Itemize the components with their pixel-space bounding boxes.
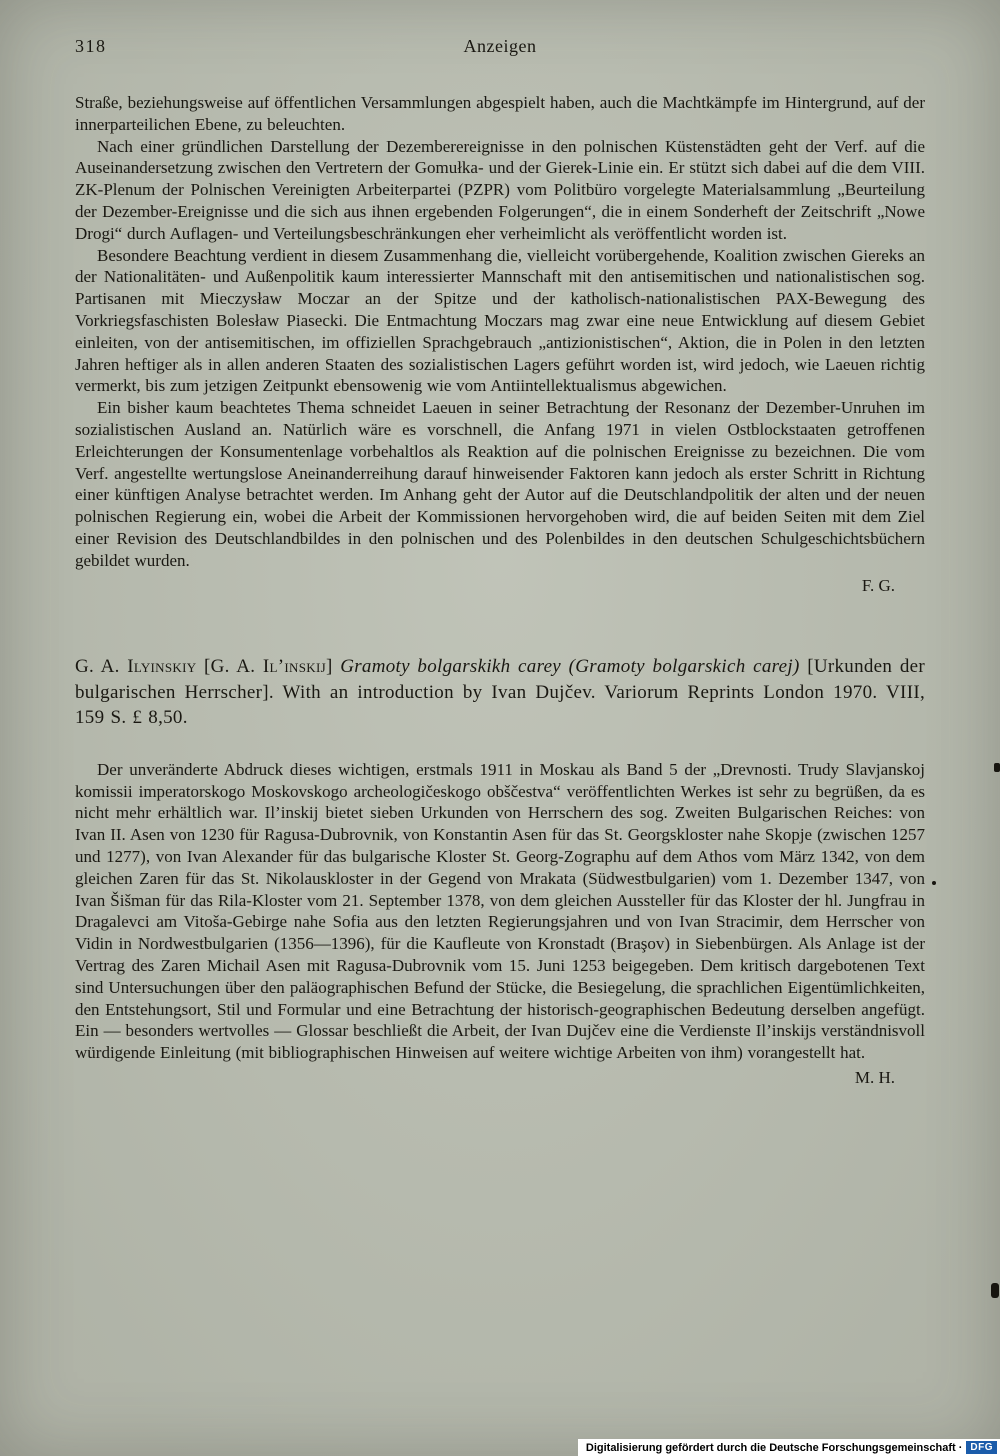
review-author: G. A. Ilyinskiy [G. A. Il’inskij]	[75, 656, 333, 678]
reviewer-initials: F. G.	[861, 575, 895, 595]
paragraph: Der unveränderte Abdruck dieses wichtigen, erstmals 1911 in Moskau als Band 5 der „Drevnosti. Trudy Slavjanskoj komissii imperatorskogo Moskovskogo archeologičeskogo obščestva“ veröffentlichten Werkes ist sehr zu begrüßen, da es nicht mehr erhältlich war. Il’inskij bietet sieben Urkunden von Herrschern des sog. Zweiten Bulgarischen Reiches: von Ivan II. Asen von 1230 für Ragusa-Dubrovnik, von Konstantin Asen für das St. Georgskloster nahe Skopje (zwischen 1257 und 1277), von Ivan Alexander für das bulgarische Kloster St. Georg-Zographu auf dem Athos vom März 1342, von dem gleichen Zaren für das St. Nikolauskloster in der Gegend von Mrakata (Südwestbulgarien) vom 1. Dezember 1347, von Ivan Šišman für das Rila-Kloster vom 21. September 1378, von dem gleichen Aussteller für das Kloster der hl. Jungfrau in Dragalevci am Vitoša-Gebirge nahe Sofia aus den letzten Regierungsjahren und von Ivan Stracimir, dem Herrscher von Vidin in Nordwestbulgarien (1356—1396), für die Kaufleute von Kronstadt (Braşov) in Siebenbürgen. Als Anlage ist der Vertrag des Zaren Michail Asen mit Ragusa-Dubrovnik vom 15. Juni 1253 beigegeben. Dem kritisch dargebotenen Text sind Untersuchungen über den paläographischen Befund der Stücke, die Besiegelung, die sprachlichen Eigentümlichkeiten, den Entstehungsort, Stil und Formular und eine Betrachtung der historisch-geographischen Bedeutung derselben angefügt. Ein — besonders wertvolles — Glossar beschließt die Arbeit, der Ivan Dujčev eine die Verdienste Il’inskijs verständnisvoll würdigende Einleitung (mit bibliographischen Hinweisen auf weitere wichtige Arbeiten von ihm) vorangestellt hat.	[75, 759, 925, 1063]
page-header	[75, 36, 925, 62]
review-book-title: Gramoty bolgarskikh carey (Gramoty bolgarskich carej)	[340, 656, 800, 678]
reviewer-initials: M. H.	[854, 1067, 895, 1087]
digitization-notice	[578, 1439, 1000, 1456]
paragraph: Straße, beziehungsweise auf öffentlichen Versammlungen abgespielt haben, auch die Machtkämpfe im Hintergrund, auf der innerparteilichen Ebene, zu beleuchten.	[75, 93, 925, 134]
running-title: Anzeigen	[463, 36, 537, 56]
paragraph: Ein bisher kaum beachtetes Thema schneidet Laeuen in seiner Betrachtung der Resonanz der Dezember-Unruhen im sozialistischen Ausland an. Natürlich wäre es vorschnell, die Anfang 1971 in vielen Ostblockstaaten getroffenen Erleichterungen der Konsumentenlage vorbehaltlos als Reaktion auf die polnischen Ereignisse zu bezeichnen. Die vom Verf. angestellte wertungslose Aneinanderreihung darauf hinweisender Faktoren kann jedoch als erster Schritt in Richtung einer künftigen Analyse betrachtet werden. Im Anhang geht der Autor auf die Deutschlandpolitik der alten und der neuen polnischen Regierung ein, wobei die Arbeit der Kommissionen hervorgehoben wird, die auf beiden Seiten mit dem Ziel einer Revision des Deutschlandbildes in den polnischen und des Polenbildes in den deutschen Schulgeschichtsbüchern gebildet wurden.	[75, 398, 925, 570]
paragraph: Nach einer gründlichen Darstellung der Dezemberereignisse in den polnischen Küstenstädten geht der Verf. auf die Auseinandersetzung zwischen den Vertretern der Gomułka- und der Gierek-Linie ein. Er stützt sich dabei auf die dem VIII. ZK-Plenum der Polnischen Vereinigten Arbeiterpartei (PZPR) vom Politbüro vorgelegte Materialsammlung „Beurteilung der Dezember-Ereignisse und die sich aus ihnen ergebenden Folgerungen“, die in einem Sonderheft der Zeitschrift „Nowe Drogi“ durch Auflagen- und Verteilungsbeschränkungen eher verheimlicht als veröffentlicht worden ist.	[75, 136, 925, 243]
review-bibliographic-info: [Urkunden der bulgarischen Herrscher]. With an introduction by Ivan Dujčev. Variorum Reprints London 1970. VIII, 159 S. £ 8,50.	[75, 656, 925, 729]
review-1-body	[75, 92, 925, 572]
review-2-heading	[75, 654, 925, 731]
scan-speck	[932, 881, 936, 885]
page-number: 318	[75, 36, 107, 56]
scan-speck	[991, 1283, 999, 1298]
paragraph: Besondere Beachtung verdient in diesem Zusammenhang die, vielleicht vorübergehende, Koalition zwischen Giereks an der Nationalitäten- und Außenpolitik kaum interessierter Mannschaft mit den antisemitischen und nationalistischen sog. Partisanen mit Mieczysław Moczar an der Spitze und der katholisch-nationalistischen PAX-Bewegung des Vorkriegsfaschisten Bolesław Piasecki. Die Entmachtung Moczars mag zwar eine neue Entwicklung auf diesem Gebiet einleiten, von der antisemitischen, im offiziellen Sprachgebrauch „antizionistischen“, Aktion, die in Polen in den letzten Jahren heftiger als in allen anderen Staaten des sozialistischen Lagers geführt worden ist, wird jedoch, wie Laeuen richtig vermerkt, bis zum jetzigen Zeitpunkt ebensowenig wie vom Antiintellektualismus abgewichen.	[75, 245, 925, 396]
scan-speck	[994, 763, 1000, 772]
review-2-body	[75, 759, 925, 1064]
dfg-logo: DFG	[966, 1441, 997, 1454]
digitization-notice-text: Digitalisierung gefördert durch die Deutsche Forschungsgemeinschaft ·	[585, 1441, 963, 1454]
